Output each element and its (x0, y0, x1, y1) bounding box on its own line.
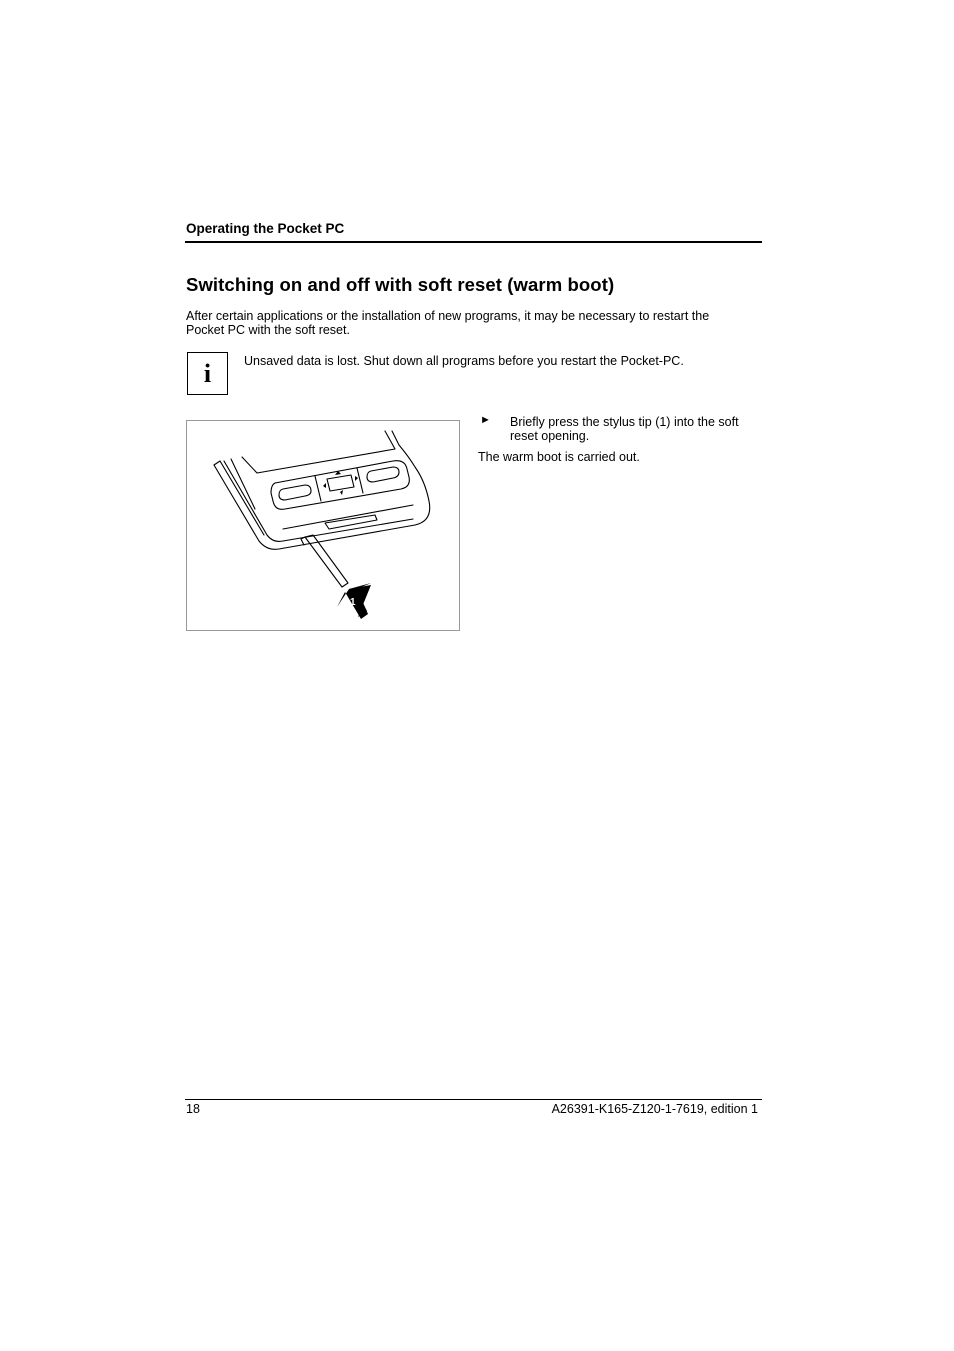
document-id: A26391-K165-Z120-1-7619, edition 1 (551, 1102, 758, 1116)
pocket-pc-illustration (186, 420, 460, 631)
device-drawing (187, 421, 459, 630)
info-note: Unsaved data is lost. Shut down all programs before you restart the Pocket-PC. (244, 354, 684, 368)
header-divider (185, 241, 762, 243)
step-bullet-icon: ► (480, 414, 491, 426)
info-icon (187, 352, 228, 395)
intro-paragraph: After certain applications or the installation of new programs, it may be necessary to restart the Pocket PC with the soft reset. (186, 309, 710, 337)
callout-label: 1 (350, 597, 356, 608)
section-title: Switching on and off with soft reset (warm boot) (186, 274, 615, 295)
running-header: Operating the Pocket PC (186, 221, 345, 236)
step-result: The warm boot is carried out. (478, 450, 640, 464)
footer-divider (185, 1099, 762, 1100)
info-icon-glyph: i (203, 358, 212, 388)
page-number: 18 (186, 1102, 200, 1116)
step-instruction: Briefly press the stylus tip (1) into the soft reset opening. (510, 415, 739, 443)
